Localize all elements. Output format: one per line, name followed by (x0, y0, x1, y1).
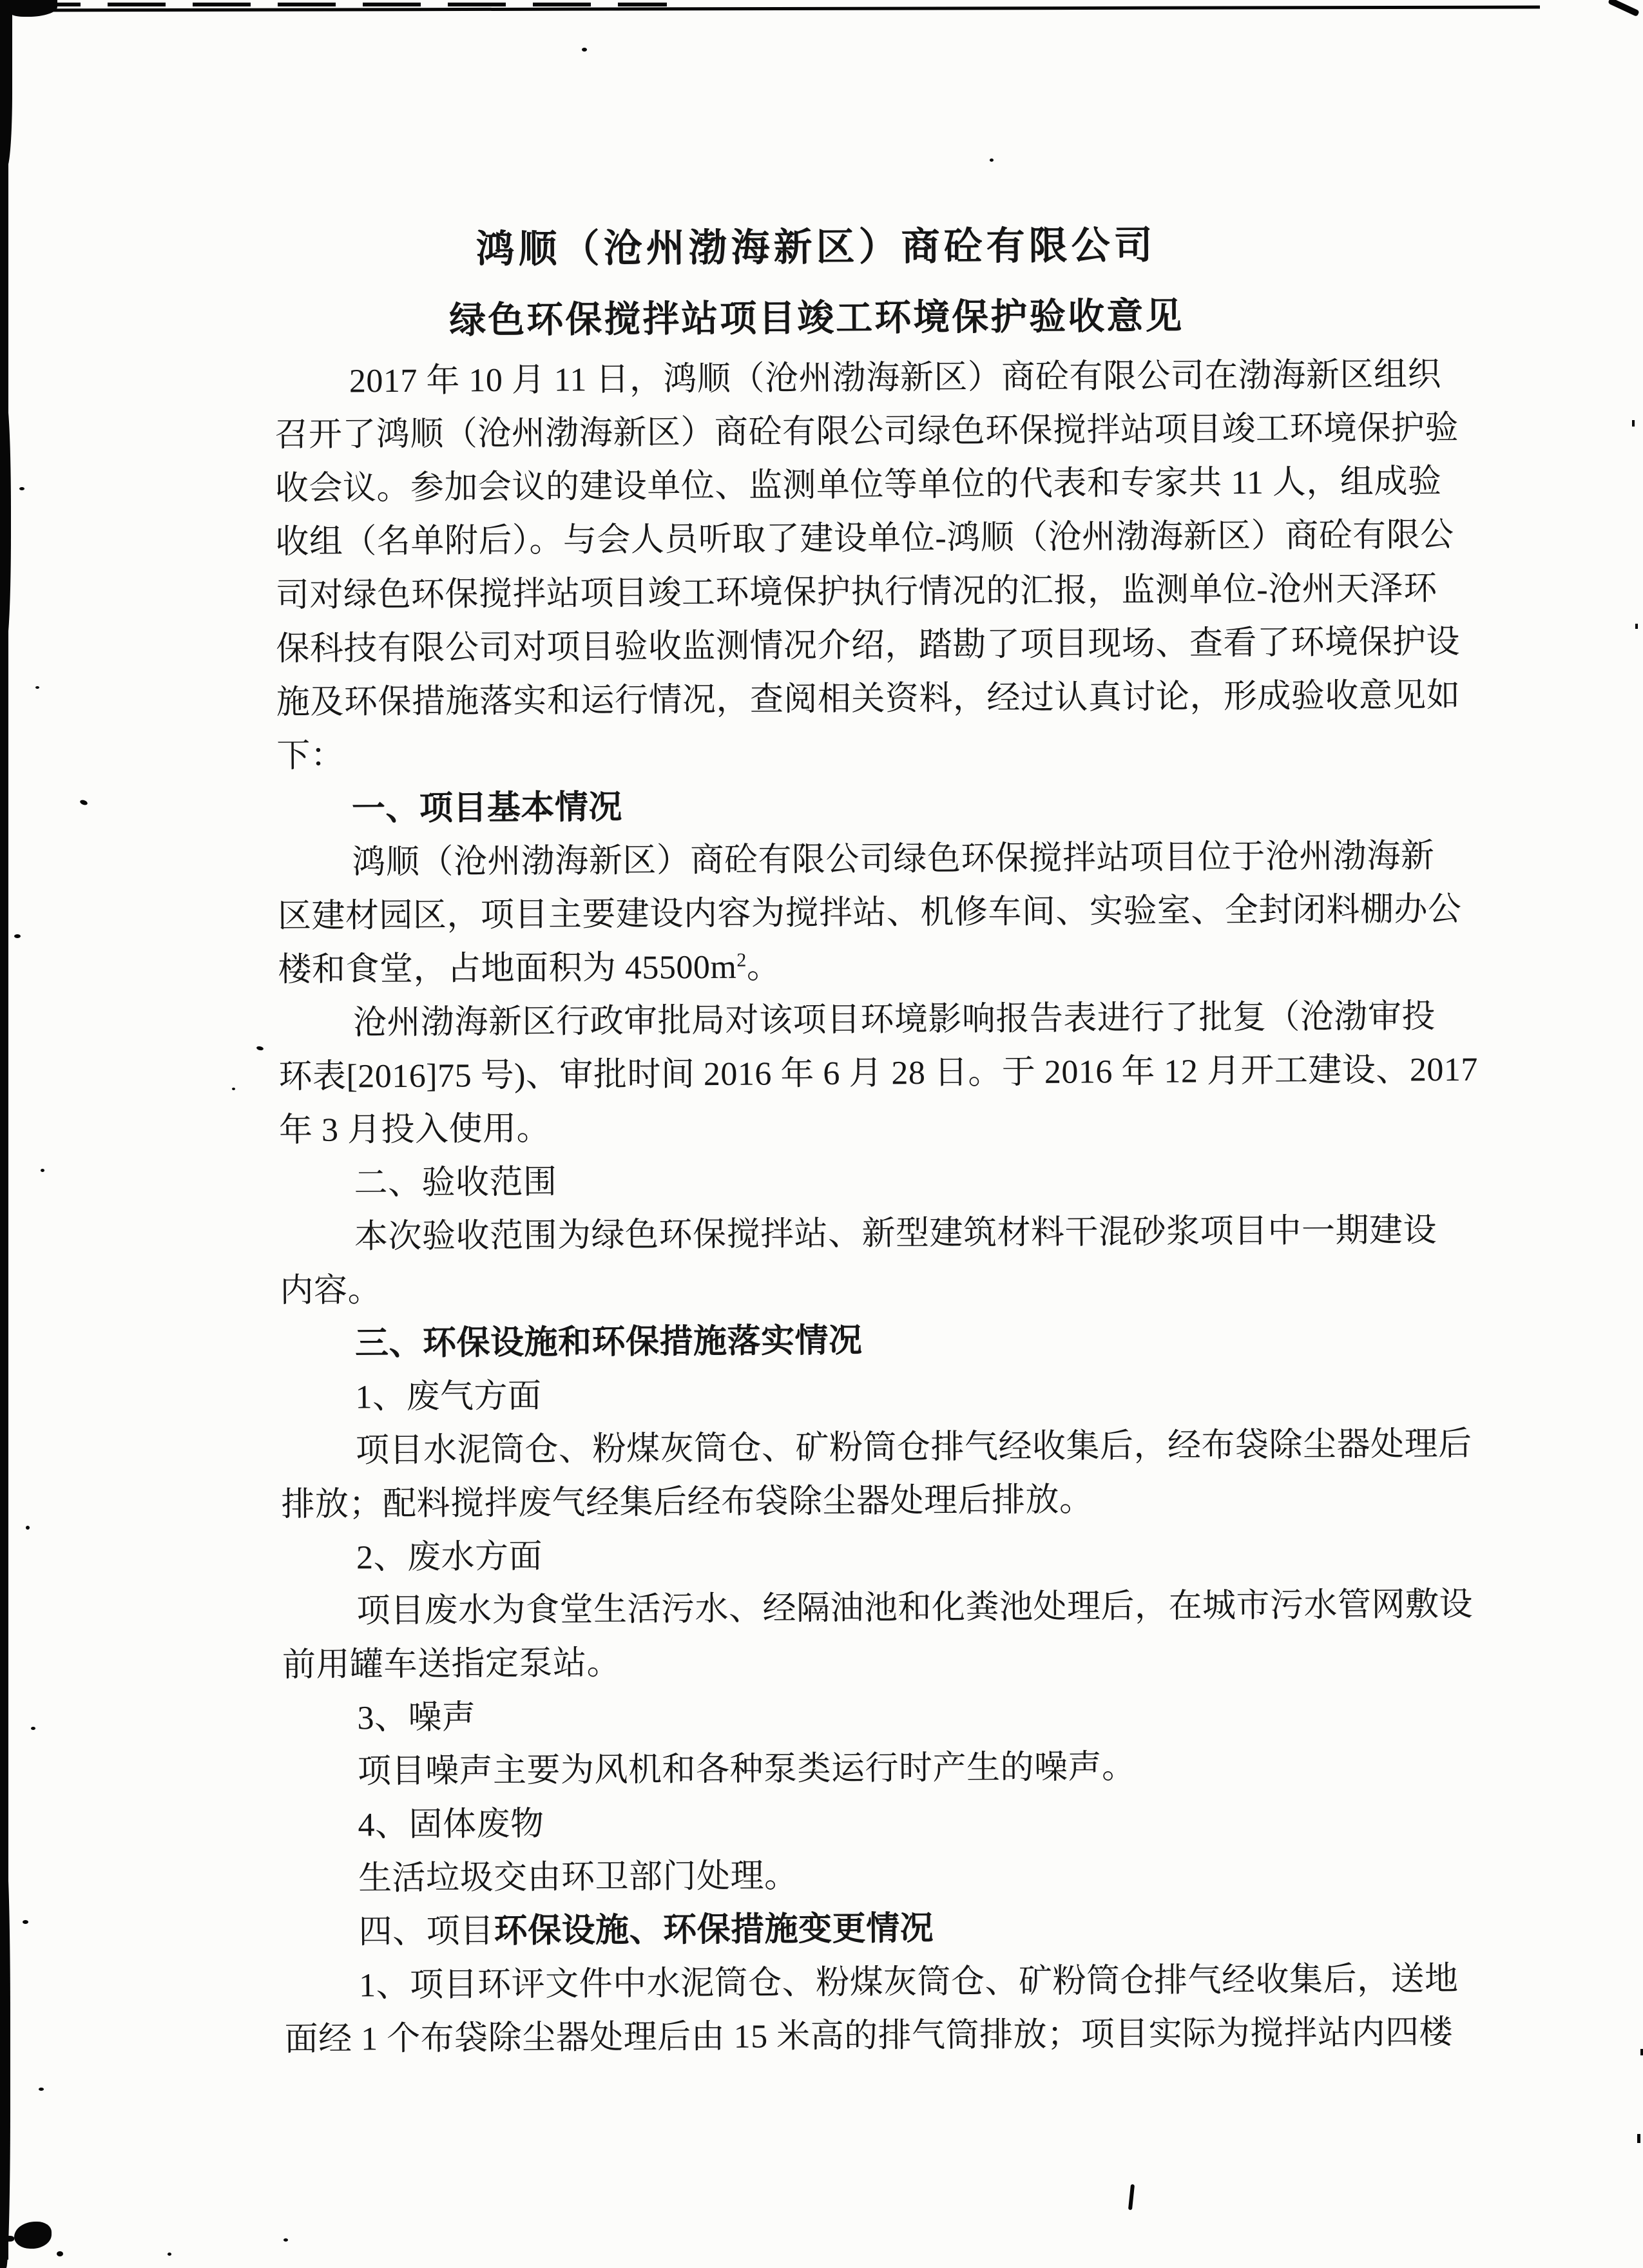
text-segment: 本次验收范围为绿色环保搅拌站、新型建筑材料干混砂浆项目中一期建设 (354, 1212, 1437, 1256)
text-segment: 内容。 (280, 1272, 382, 1310)
text-line (283, 1899, 1443, 1959)
text-segment: 收会议。参加会议的建设单位、监测单位等单位的代表和专家共 11 人，组成验 (274, 463, 1442, 508)
text-segment: 前用罐车送指定泵站。 (282, 1644, 621, 1684)
text-line (282, 1578, 1474, 1639)
text-line (278, 1043, 1479, 1104)
text-segment: 收组（名单附后）。与会人员听取了建设单位-鸿顺（沧州渤海新区）商砼有限公 (275, 516, 1454, 561)
text-line (280, 1257, 1439, 1318)
text-line (282, 1524, 1441, 1585)
text-segment: 排放；配料搅拌废气经集后经布袋除尘器处理后排放。 (281, 1481, 1093, 1524)
text-line (281, 1471, 1441, 1532)
text-line (281, 1418, 1472, 1478)
text-segment: 环保设施、环保措施变更情况 (494, 1910, 934, 1950)
text-line (278, 936, 1437, 997)
text-segment: 2017 年 10 月 11 日，鸿顺（沧州渤海新区）商砼有限公司在渤海新区组织 (349, 356, 1442, 400)
text-line (284, 1952, 1459, 2013)
text-line (280, 1204, 1439, 1264)
text-line (283, 1845, 1443, 1906)
text-segment: 项目废水为食堂生活污水、经隔油池和化粪池处理后，在城市污水管网敷设 (356, 1586, 1474, 1630)
text-line (274, 348, 1442, 408)
section-heading (280, 1311, 1440, 1371)
text-line (280, 1364, 1440, 1425)
text-line (276, 615, 1461, 676)
text-segment: 年 3 月投入使用。 (278, 1110, 551, 1149)
document-title-line2: 绿色环保搅拌站项目竣工环境保护验收意见 (449, 296, 1184, 341)
text-line (279, 1150, 1439, 1211)
document-title-line1: 鸿顺（沧州渤海新区）商砼有限公司 (476, 224, 1157, 271)
text-line (282, 1631, 1442, 1692)
text-segment: 项目噪声主要为风机和各种泵类运行时产生的噪声。 (357, 1749, 1136, 1791)
text-segment: 环表[2016]75 号)、审批时间 2016 年 6 月 28 日。于 2016 年 12 月开工建设、2017 (278, 1051, 1479, 1096)
document-lines (274, 348, 1479, 2066)
text-line (276, 562, 1436, 622)
text-line (275, 508, 1454, 569)
text-segment: 1、废气方面 (355, 1378, 542, 1416)
text-line (276, 669, 1461, 729)
text-line (284, 2006, 1454, 2066)
text-segment: 鸿顺（沧州渤海新区）商砼有限公司绿色环保搅拌站项目位于沧州渤海新 (352, 838, 1435, 881)
text-line (277, 829, 1437, 890)
text-segment: 1、项目环评文件中水泥筒仓、粉煤灰筒仓、矿粉筒仓排气经收集后，送地 (358, 1960, 1459, 2004)
text-segment: 司对绿色环保搅拌站项目竣工环境保护执行情况的汇报，监测单位-沧州天泽环 (275, 570, 1437, 615)
text-line (274, 401, 1459, 462)
text-line (277, 883, 1462, 943)
text-line (274, 455, 1442, 515)
text-segment: 沧州渤海新区行政审批局对该项目环境影响报告表进行了批复（沧渤审投 (352, 998, 1436, 1042)
text-line (278, 990, 1438, 1050)
text-segment: 面经 1 个布袋除尘器处理后由 15 米高的排气筒排放；项目实际为搅拌站内四楼 (284, 2014, 1454, 2059)
text-segment: 3、噪声 (357, 1699, 476, 1737)
text-segment: 召开了鸿顺（沧州渤海新区）商砼有限公司绿色环保搅拌站项目竣工环境保护验 (274, 409, 1459, 454)
text-segment: 一、项目基本情况 (351, 789, 623, 828)
text-segment: 三、环保设施和环保措施落实情况 (354, 1322, 863, 1363)
text-segment: 下： (276, 737, 345, 775)
text-line (279, 1097, 1439, 1157)
text-line (282, 1685, 1442, 1745)
text-segment: 4、固体废物 (358, 1805, 544, 1844)
text-segment: 楼和食堂，占地面积为 45500m (278, 948, 737, 989)
text-segment: 。 (746, 948, 781, 986)
text-segment: 区建材园区，项目主要建设内容为搅拌站、机修车间、实验室、全封闭料棚办公 (277, 890, 1462, 936)
text-segment: 生活垃圾交由环卫部门处理。 (358, 1858, 798, 1898)
text-segment: 2、废水方面 (356, 1538, 543, 1577)
text-segment: 保科技有限公司对项目验收监测情况介绍，踏勘了项目现场、查看了环境保护设 (276, 623, 1461, 668)
text-segment: 项目水泥筒仓、粉煤灰筒仓、矿粉筒仓排气经收集后，经布袋除尘器处理后 (355, 1425, 1472, 1470)
text-line (283, 1738, 1443, 1799)
section-heading (277, 776, 1437, 836)
text-line (276, 722, 1436, 783)
text-line (283, 1792, 1443, 1852)
text-segment: 二、验收范围 (354, 1164, 557, 1202)
text-segment: 施及环保措施落实和运行情况，查阅相关资料，经过认真讨论，形成验收意见如 (276, 677, 1461, 722)
text-segment: 四、项目 (358, 1913, 494, 1951)
superscript-text: 2 (736, 949, 747, 971)
